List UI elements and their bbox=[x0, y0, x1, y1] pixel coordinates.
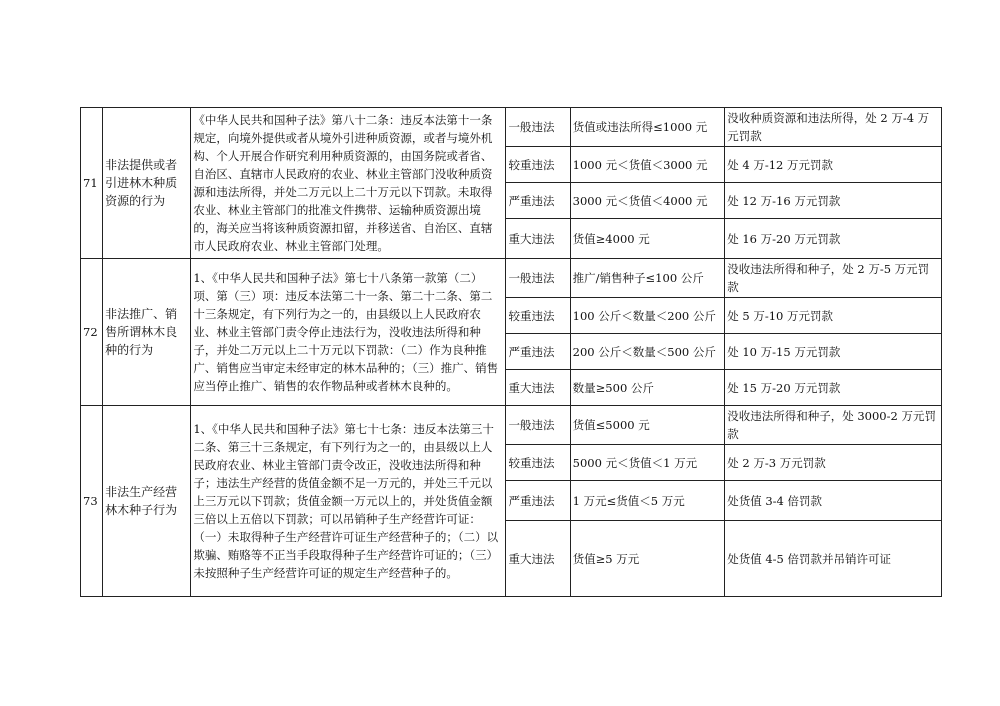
penalty-standard: 没收违法所得和种子，处 2 万-5 万元罚款 bbox=[725, 259, 942, 298]
violation-level: 一般违法 bbox=[506, 259, 570, 298]
penalty-standard: 处货值 3-4 倍罚款 bbox=[725, 481, 942, 521]
legal-basis: 《中华人民共和国种子法》第八十二条：违反本法第十一条规定，向境外提供或者从境外引进种质资源，或者与境外机构、个人开展合作研究利用种质资源的，由国务院或者省、自治区、直辖市人民政府的农业、林业主管部门没收种质资源和违法所得，并处二万元以上二十万元以下罚款。未取得农业、林业主管部门的批准文件携带、运输种质资源出境的，海关应当将该种质资源扣留，并移送省、自治区、直辖市人民政府农业、林业主管部门处理。 bbox=[191, 108, 506, 259]
violation-level: 严重违法 bbox=[506, 183, 570, 219]
penalty-standard: 处货值 4-5 倍罚款并吊销许可证 bbox=[725, 521, 942, 597]
penalty-standard: 没收违法所得和种子，处 3000-2 万元罚款 bbox=[725, 406, 942, 445]
penalty-standard: 处 2 万-3 万元罚款 bbox=[725, 445, 942, 481]
violation-condition: 1000 元＜货值＜3000 元 bbox=[570, 147, 725, 183]
violation-level: 较重违法 bbox=[506, 147, 570, 183]
violation-condition: 货值或违法所得≤1000 元 bbox=[570, 108, 725, 147]
row-number: 71 bbox=[81, 108, 103, 259]
violation-condition: 数量≥500 公斤 bbox=[570, 370, 725, 406]
penalty-standard: 处 12 万-16 万元罚款 bbox=[725, 183, 942, 219]
violation-level: 一般违法 bbox=[506, 108, 570, 147]
violation-item: 非法提供或者引进林木种质资源的行为 bbox=[103, 108, 191, 259]
violation-condition: 5000 元＜货值＜1 万元 bbox=[570, 445, 725, 481]
violation-level: 重大违法 bbox=[506, 370, 570, 406]
row-number: 72 bbox=[81, 259, 103, 406]
penalty-standard: 处 16 万-20 万元罚款 bbox=[725, 219, 942, 259]
penalty-standards-table bbox=[80, 107, 942, 597]
violation-condition: 货值≤5000 元 bbox=[570, 406, 725, 445]
table-row bbox=[81, 108, 942, 147]
penalty-standard: 没收种质资源和违法所得，处 2 万-4 万元罚款 bbox=[725, 108, 942, 147]
violation-level: 严重违法 bbox=[506, 334, 570, 370]
violation-item: 非法推广、销售所谓林木良种的行为 bbox=[103, 259, 191, 406]
table-row bbox=[81, 259, 942, 298]
legal-basis: 1、《中华人民共和国种子法》第七十八条第一款第（二）项、第（三）项：违反本法第二十一条、第二十二条、第二十三条规定，有下列行为之一的，由县级以上人民政府农业、林业主管部门责令停止违法行为，没收违法所得和种子，并处二万元以上二十万元以下罚款：（二）作为良种推广、销售应当审定未经审定的林木品种的；（三）推广、销售应当停止推广、销售的农作物品种或者林木良种的。 bbox=[191, 259, 506, 406]
penalty-standard: 处 4 万-12 万元罚款 bbox=[725, 147, 942, 183]
penalty-standard: 处 5 万-10 万元罚款 bbox=[725, 298, 942, 334]
violation-level: 一般违法 bbox=[506, 406, 570, 445]
violation-condition: 1 万元≤货值＜5 万元 bbox=[570, 481, 725, 521]
violation-condition: 200 公斤＜数量＜500 公斤 bbox=[570, 334, 725, 370]
violation-condition: 100 公斤＜数量＜200 公斤 bbox=[570, 298, 725, 334]
legal-basis: 1、《中华人民共和国种子法》第七十七条：违反本法第三十二条、第三十三条规定，有下列行为之一的，由县级以上人民政府农业、林业主管部门责令改正，没收违法所得和种子；违法生产经营的货值金额不足一万元的，并处三千元以上三万元以下罚款；货值金额一万元以上的，并处货值金额三倍以上五倍以下罚款；可以吊销种子生产经营许可证：（一）未取得种子生产经营许可证生产经营种子的；（二）以欺骗、贿赂等不正当手段取得种子生产经营许可证的；（三）未按照种子生产经营许可证的规定生产经营种子的。 bbox=[191, 406, 506, 597]
table-row bbox=[81, 406, 942, 445]
violation-condition: 3000 元＜货值＜4000 元 bbox=[570, 183, 725, 219]
violation-item: 非法生产经营林木种子行为 bbox=[103, 406, 191, 597]
violation-level: 重大违法 bbox=[506, 521, 570, 597]
penalty-standard: 处 15 万-20 万元罚款 bbox=[725, 370, 942, 406]
violation-level: 较重违法 bbox=[506, 445, 570, 481]
violation-condition: 货值≥5 万元 bbox=[570, 521, 725, 597]
penalty-standard: 处 10 万-15 万元罚款 bbox=[725, 334, 942, 370]
violation-condition: 货值≥4000 元 bbox=[570, 219, 725, 259]
row-number: 73 bbox=[81, 406, 103, 597]
violation-level: 严重违法 bbox=[506, 481, 570, 521]
violation-level: 重大违法 bbox=[506, 219, 570, 259]
violation-level: 较重违法 bbox=[506, 298, 570, 334]
violation-condition: 推广/销售种子≤100 公斤 bbox=[570, 259, 725, 298]
